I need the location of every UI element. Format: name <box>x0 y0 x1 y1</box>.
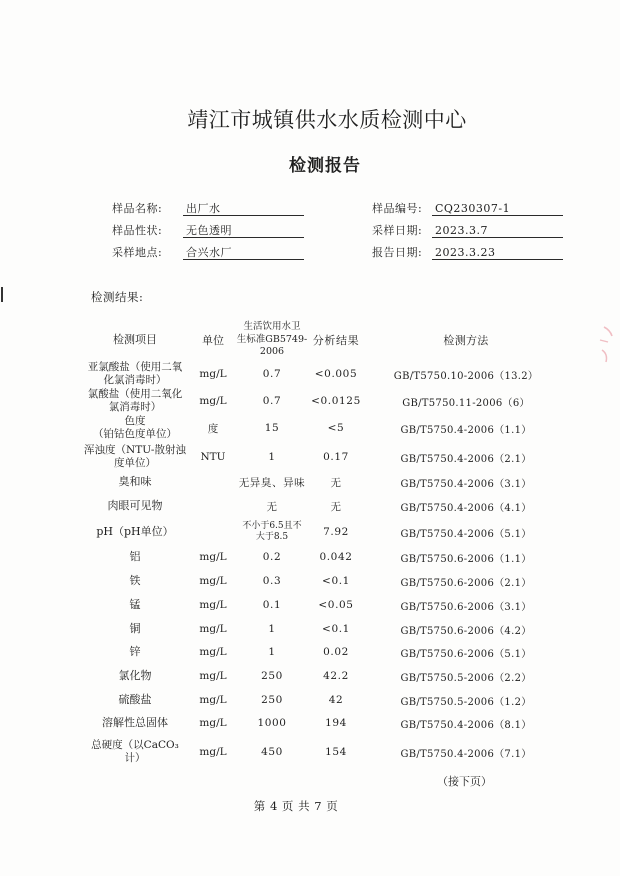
result-cell-text: 42.2 <box>323 670 349 682</box>
result-cell-text: 194 <box>325 717 347 729</box>
result-cell <box>306 413 366 443</box>
report-date-value: 2023.3.23 <box>432 246 563 260</box>
table-row <box>0 413 620 443</box>
sample-appearance-label: 样品性状: <box>112 224 163 237</box>
result-cell <box>306 708 366 738</box>
standard-cell-line: 1 <box>268 451 276 463</box>
standard-cell-line: 250 <box>261 694 283 706</box>
unit-cell-text: mg/L <box>199 551 227 563</box>
standard-cell <box>232 737 312 767</box>
standard-cell-line: 1 <box>268 623 276 635</box>
header-result <box>306 321 366 359</box>
unit-cell-text: mg/L <box>199 746 227 758</box>
header-unit <box>192 321 234 359</box>
result-cell-text: <0.05 <box>318 599 354 611</box>
method-cell <box>386 708 546 738</box>
method-cell-text: GB/T5750.6-2006（2.1） <box>400 577 532 589</box>
item-cell-line: 计） <box>124 752 146 764</box>
continued-note: （接下页） <box>437 775 492 788</box>
result-cell-text: <0.1 <box>322 575 350 587</box>
result-cell-text: 无 <box>330 476 342 489</box>
result-cell <box>306 737 366 767</box>
unit-cell-text: mg/L <box>199 717 227 729</box>
method-cell-text: GB/T5750.4-2006（2.1） <box>400 453 532 465</box>
item-cell-line: 臭和味 <box>118 475 152 489</box>
method-cell-text: GB/T5750.4-2006（7.1） <box>400 748 532 760</box>
method-cell <box>386 386 546 416</box>
standard-cell-line: 1000 <box>257 717 287 729</box>
result-cell-text: <0.1 <box>322 623 350 635</box>
result-cell-text: <0.005 <box>314 368 358 380</box>
method-cell <box>386 413 546 443</box>
table-header <box>0 321 620 359</box>
sample-name-label: 样品名称: <box>112 202 163 215</box>
item-cell-line: 氯化物 <box>118 669 152 683</box>
unit-cell <box>192 386 234 416</box>
standard-cell-line: 0.1 <box>262 599 282 611</box>
table-row <box>0 359 620 389</box>
header-standard-line: 生活饮用水卫 <box>243 321 301 333</box>
table-row <box>0 386 620 416</box>
header-standard-line: 生标准GB5749- <box>236 333 308 345</box>
method-cell-text: GB/T5750.6-2006（1.1） <box>400 553 532 565</box>
standard-cell-line: 无异臭、异味 <box>238 476 306 489</box>
method-cell-text: GB/T5750.6-2006（3.1） <box>400 601 532 613</box>
sample-appearance-value: 无色透明 <box>183 224 304 238</box>
header-unit-label: 单位 <box>202 334 224 347</box>
unit-cell <box>192 359 234 389</box>
item-cell-line: 浑浊度（NTU-散射浊 <box>84 443 186 456</box>
item-cell <box>76 737 194 767</box>
item-cell-line: 溶解性总固体 <box>102 716 168 730</box>
sampling-location-value: 合兴水厂 <box>183 246 304 260</box>
results-label: 检测结果: <box>91 290 144 304</box>
method-cell-text: GB/T5750.11-2006（6） <box>402 397 530 409</box>
standard-cell-line: 无 <box>266 500 278 513</box>
standard-cell-line: 0.7 <box>262 395 282 407</box>
info-row-2 <box>0 224 620 240</box>
method-cell-text: GB/T5750.5-2006（2.2） <box>400 672 532 684</box>
result-cell-text: 无 <box>330 500 342 513</box>
header-method-label: 检测方法 <box>443 334 489 347</box>
info-row-1 <box>0 202 620 218</box>
item-cell-line: 铁 <box>129 574 141 588</box>
result-cell-text: 0.042 <box>319 551 353 563</box>
seal-fragment <box>596 324 620 366</box>
item-cell-line: （铂钴色度单位） <box>93 428 177 440</box>
method-cell-text: GB/T5750.4-2006（8.1） <box>400 719 532 731</box>
page-footer: 第 4 页 共 7 页 <box>253 799 339 813</box>
report-date-label: 报告日期: <box>372 246 423 259</box>
standard-cell-line: 1 <box>268 646 276 658</box>
result-cell <box>306 386 366 416</box>
unit-cell-text: mg/L <box>199 575 227 587</box>
unit-cell <box>192 737 234 767</box>
standard-cell-line: 250 <box>261 670 283 682</box>
unit-cell-text: mg/L <box>199 599 227 611</box>
unit-cell-text: mg/L <box>199 694 227 706</box>
header-item <box>76 321 194 359</box>
item-cell <box>76 708 194 738</box>
method-cell-text: GB/T5750.5-2006（1.2） <box>400 696 532 708</box>
seal-stroke <box>600 340 608 342</box>
method-cell <box>386 737 546 767</box>
standard-cell-line: 不小于6.5且不 <box>242 520 302 531</box>
method-cell-text: GB/T5750.6-2006（4.2） <box>400 625 532 637</box>
item-cell-line: 锌 <box>129 645 141 659</box>
sample-number-value: CQ230307-1 <box>432 202 563 216</box>
item-cell-line: 氯消毒时） <box>108 401 162 413</box>
seal-stroke <box>602 350 607 362</box>
table-row <box>0 737 620 767</box>
item-cell-line: 总硬度（以CaCO₃ <box>91 738 179 751</box>
item-cell <box>76 359 194 389</box>
standard-cell-line: 0.7 <box>262 368 282 380</box>
sampling-date-value: 2023.3.7 <box>432 224 563 238</box>
item-cell-line: 铜 <box>129 622 141 636</box>
sample-number-label: 样品编号: <box>372 202 423 215</box>
unit-cell-text: mg/L <box>199 395 227 407</box>
result-cell-text: 42 <box>328 694 344 706</box>
info-row-3 <box>0 246 620 262</box>
item-cell <box>76 386 194 416</box>
scan-artifact-mark <box>1 287 3 302</box>
method-cell-text: GB/T5750.4-2006（1.1） <box>400 424 532 436</box>
seal-stroke <box>604 327 612 336</box>
method-cell <box>386 359 546 389</box>
header-standard <box>232 321 312 359</box>
standard-cell-line: 15 <box>264 422 280 434</box>
unit-cell-text: mg/L <box>199 368 227 380</box>
standard-cell <box>232 413 312 443</box>
table-row <box>0 708 620 738</box>
result-cell-text: 0.17 <box>323 451 349 463</box>
result-cell-text: <5 <box>327 422 345 434</box>
unit-cell-text: mg/L <box>199 670 227 682</box>
item-cell-line: 锰 <box>129 598 141 612</box>
unit-cell-text: NTU <box>200 451 226 463</box>
result-cell-text: 0.02 <box>323 646 349 658</box>
result-cell-text: 7.92 <box>323 526 349 538</box>
result-cell-text: 154 <box>325 746 347 758</box>
method-cell-text: GB/T5750.4-2006（5.1） <box>400 528 532 540</box>
item-cell-line: 氯酸盐（使用二氧化 <box>87 387 183 400</box>
item-cell-line: 硫酸盐 <box>118 693 152 707</box>
standard-cell-line: 450 <box>261 746 283 758</box>
standard-cell <box>232 386 312 416</box>
item-cell-line: 亚氯酸盐（使用二氧 <box>87 360 183 373</box>
item-cell <box>76 413 194 443</box>
method-cell-text: GB/T5750.4-2006（3.1） <box>400 478 532 490</box>
item-cell-line: pH（pH单位） <box>96 525 174 539</box>
standard-cell <box>232 359 312 389</box>
standard-cell-line: 大于8.5 <box>255 532 289 542</box>
result-cell <box>306 359 366 389</box>
unit-cell <box>192 413 234 443</box>
method-cell-text: GB/T5750.4-2006（4.1） <box>400 502 532 514</box>
result-cell-text: <0.0125 <box>311 395 361 407</box>
method-cell-text: GB/T5750.6-2006（5.1） <box>400 648 532 660</box>
item-cell-line: 肉眼可见物 <box>107 499 163 513</box>
org-title: 靖江市城镇供水水质检测中心 <box>187 108 467 132</box>
header-standard-line: 2006 <box>259 346 285 358</box>
sample-name-value: 出厂水 <box>183 202 304 216</box>
sampling-date-label: 采样日期: <box>372 224 423 237</box>
standard-cell-line: 0.2 <box>262 551 282 563</box>
unit-cell-text: 度 <box>207 422 219 435</box>
doc-title: 检测报告 <box>289 156 361 176</box>
unit-cell-text: mg/L <box>199 623 227 635</box>
header-result-label: 分析结果 <box>312 334 360 347</box>
sampling-location-label: 采样地点: <box>112 246 163 259</box>
unit-cell-text: mg/L <box>199 646 227 658</box>
standard-cell <box>232 708 312 738</box>
item-cell-line: 度单位） <box>114 457 156 469</box>
method-cell-text: GB/T5750.10-2006（13.2） <box>393 370 539 382</box>
standard-cell-line: 0.3 <box>262 575 282 587</box>
header-item-label: 检测项目 <box>113 333 157 347</box>
item-cell-line: 铝 <box>129 550 141 564</box>
header-method <box>386 321 546 359</box>
unit-cell <box>192 708 234 738</box>
item-cell-line: 化氯消毒时） <box>103 374 167 386</box>
item-cell-line: 色度 <box>124 414 146 427</box>
